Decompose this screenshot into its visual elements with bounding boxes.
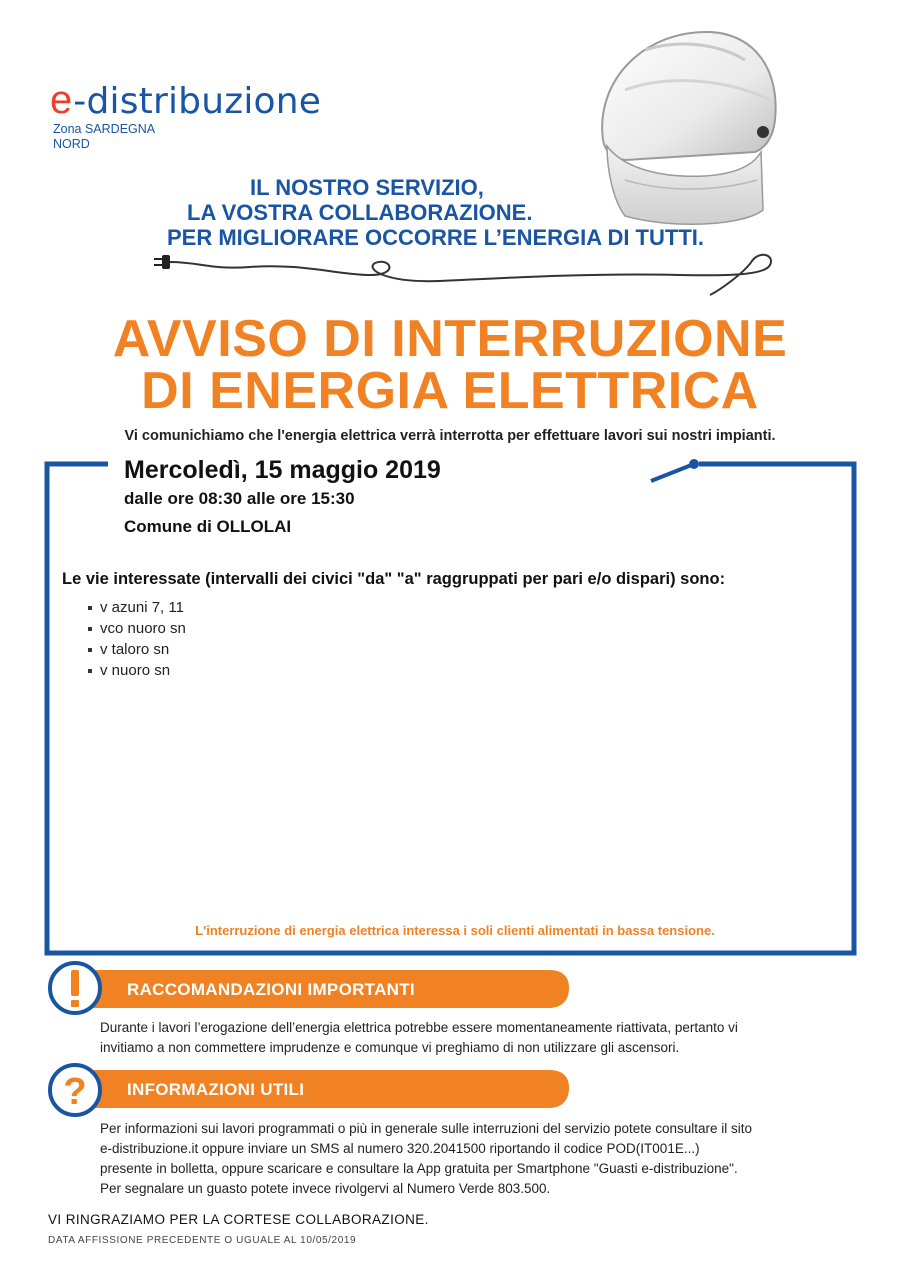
notice-headline xyxy=(0,310,900,420)
thanks-text: VI RINGRAZIAMO PER LA CORTESE COLLABORAZIONE. xyxy=(48,1212,429,1227)
recommendations-text xyxy=(100,1018,738,1058)
slogan-line-2: LA VOSTRA COLLABORAZIONE. xyxy=(187,200,533,225)
brand-logo xyxy=(50,70,321,120)
slogan-line-1: IL NOSTRO SERVIZIO, xyxy=(250,175,484,200)
bullet-icon xyxy=(88,669,92,673)
list-item xyxy=(88,660,186,681)
street-name: v taloro sn xyxy=(100,641,170,658)
info-text xyxy=(100,1119,752,1199)
info-title: INFORMAZIONI UTILI xyxy=(127,1080,305,1099)
question-icon xyxy=(47,1062,103,1118)
recommendations-title: RACCOMANDAZIONI IMPORTANTI xyxy=(127,980,415,999)
logo-wordmark: -distribuzione xyxy=(73,81,322,122)
zone-label xyxy=(53,122,155,152)
municipality: Comune di OLLOLAI xyxy=(124,517,292,536)
streets-heading: Le vie interessate (intervalli dei civici "da" "a" raggruppati per pari e/o dispari) sono: xyxy=(62,570,726,588)
posting-date: DATA AFFISSIONE PRECEDENTE O UGUALE AL 10/05/2019 xyxy=(48,1235,357,1246)
info-line-2: e-distribuzione.it oppure inviare un SMS al numero 320.2041500 riportando il codice POD(IT001E...) xyxy=(100,1141,700,1156)
logo-e-mark: e xyxy=(50,78,73,122)
interruption-date: Mercoledì, 15 maggio 2019 xyxy=(124,456,441,484)
info-line-3: presente in bolletta, oppure scaricare e consultare la App gratuita per Smartphone "Guasti e-distribuzione". xyxy=(100,1161,738,1176)
recommendations-line-2: invitiamo a non commettere imprudenze e comunque vi preghiamo di non utilizzare gli ascensori. xyxy=(100,1040,680,1055)
street-name: vco nuoro sn xyxy=(100,620,186,637)
bullet-icon xyxy=(88,627,92,631)
bullet-icon xyxy=(88,648,92,652)
interruption-hours: dalle ore 08:30 alle ore 15:30 xyxy=(124,489,355,508)
street-name: v nuoro sn xyxy=(100,662,171,679)
street-name: v azuni 7, 11 xyxy=(100,599,184,616)
exclamation-icon xyxy=(47,960,103,1016)
slogan xyxy=(150,175,770,250)
bullet-icon xyxy=(88,606,92,610)
zone-line-2: NORD xyxy=(53,137,90,151)
svg-text:?: ? xyxy=(63,1071,87,1113)
info-line-4: Per segnalare un guasto potete invece rivolgervi al Numero Verde 803.500. xyxy=(100,1181,551,1196)
intro-text: Vi comunichiamo che l'energia elettrica verrà interrotta per effettuare lavori sui nostri impianti. xyxy=(124,428,776,444)
info-line-1: Per informazioni sui lavori programmati o più in generale sulle interruzioni del servizio potete consultare il sito xyxy=(100,1121,753,1136)
recommendations-line-1: Durante i lavori l’erogazione dell’energia elettrica potrebbe essere momentaneamente riattivata, pertanto vi xyxy=(100,1020,738,1035)
list-item xyxy=(88,618,186,639)
list-item xyxy=(88,597,186,618)
low-tension-note: L'interruzione di energia elettrica interessa i soli clienti alimentati in bassa tensione. xyxy=(195,923,715,938)
headline-line-2: DI ENERGIA ELETTRICA xyxy=(141,362,759,420)
plug-cable-graphic xyxy=(140,245,780,305)
streets-list xyxy=(88,597,186,681)
zone-line-1: Zona SARDEGNA xyxy=(53,122,156,136)
headline-line-1: AVVISO DI INTERRUZIONE xyxy=(112,310,788,368)
list-item xyxy=(88,639,186,660)
slogan-line-3: PER MIGLIORARE OCCORRE L’ENERGIA DI TUTTI. xyxy=(167,225,704,250)
